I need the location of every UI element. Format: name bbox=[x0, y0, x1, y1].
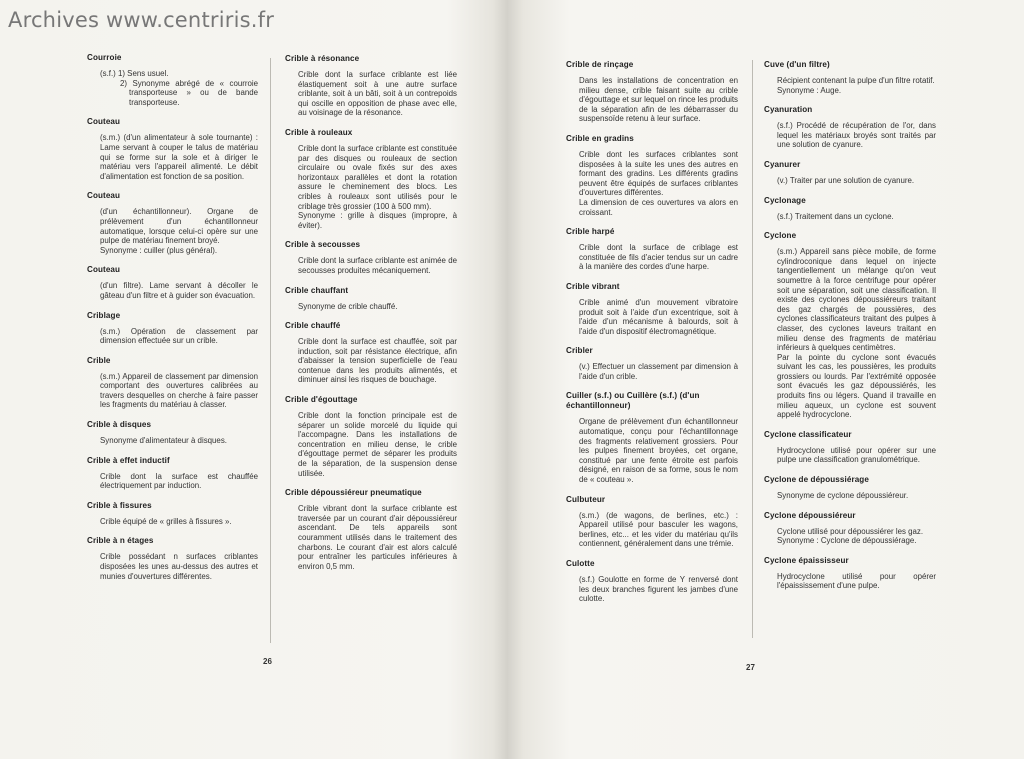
entry-definition bbox=[777, 176, 936, 186]
entry-term: Crible à fissures bbox=[87, 500, 152, 510]
definition-line: Crible dont la surface est chauffée, soit par induction, soit par résistance électrique, afin d'abaisser la tension superficielle de l'eau contenue dans les produits alimentés, et diminuer ainsi les risques de bouchage. bbox=[298, 337, 457, 385]
column-2 bbox=[285, 54, 457, 581]
definition-line: Synonyme de cyclone dépoussiéreur. bbox=[777, 491, 909, 501]
definition-line: Synonyme : Auge. bbox=[777, 85, 842, 95]
glossary-entry bbox=[87, 456, 258, 491]
entry-definition bbox=[777, 491, 936, 501]
page-number-right: 27 bbox=[746, 663, 755, 672]
definition-line: (s.f.) Procédé de récupération de l'or, dans lequel les matériaux broyés sont traités par une solution de cyanure. bbox=[777, 121, 936, 150]
entry-term: Couteau bbox=[87, 117, 121, 127]
definition-line: Par la pointe du cyclone sont évacués suivant les cas, les poussières, les produits grossiers ou lourds. Par l'extrémité opposée sont évacués les gaz dépoussiérés, les produits fins ou légers. Quand il travaille en milieu aqueux, un cyclone est souvent appelé hydrocyclone. bbox=[777, 352, 936, 420]
glossary-entry bbox=[87, 501, 258, 527]
entry-term: Crible chauffé bbox=[285, 321, 341, 331]
definition-line: Hydrocyclone utilisé pour opérer sur une pulpe une classification granulométrique. bbox=[777, 445, 936, 465]
definition-line: Synonyme : cuiller (plus général). bbox=[100, 245, 218, 255]
definition-line: Récipient contenant la pulpe d'un filtre rotatif. bbox=[777, 76, 935, 85]
entry-term: Cyclone épaississeur bbox=[764, 555, 849, 565]
entry-term: Crible à secousses bbox=[285, 240, 361, 250]
entry-term: Criblage bbox=[87, 310, 121, 320]
definition-line: (s.m.) (de wagons, de berlines, etc.) : Appareil utilisé pour basculer les wagons, berlines, etc... et les vider du matériau qu'ils contiennent, généralement dans une trémie. bbox=[579, 510, 738, 549]
definition-line: La dimension de ces ouvertures va alors en croissant. bbox=[579, 197, 738, 217]
entry-term: Cyclone classificateur bbox=[764, 429, 852, 439]
entry-term: Crible vibrant bbox=[566, 281, 620, 291]
glossary-entry bbox=[566, 346, 738, 381]
glossary-entry bbox=[285, 128, 457, 230]
glossary-entry bbox=[566, 391, 738, 484]
entry-definition bbox=[100, 207, 258, 255]
entry-term: Crible dépoussiéreur pneumatique bbox=[285, 488, 422, 498]
entry-term: Crible à rouleaux bbox=[285, 127, 353, 137]
definition-line: (s.m.) Appareil de classement par dimension comportant des ouvertures calibrées au travers desquelles on cherche à faire passer les fragments du matériau à classer. bbox=[100, 371, 258, 410]
entry-definition bbox=[777, 527, 936, 546]
definition-line: Synonyme : Cyclone de dépoussiérage. bbox=[777, 536, 917, 546]
entry-definition bbox=[579, 76, 738, 124]
glossary-entry bbox=[285, 395, 457, 478]
definition-line: Synonyme d'alimentateur à disques. bbox=[100, 436, 227, 446]
entry-definition bbox=[298, 144, 457, 230]
watermark: Archives www.centriris.fr bbox=[8, 8, 275, 32]
entry-definition bbox=[777, 121, 936, 150]
definition-line: (s.f.) 1) Sens usuel. bbox=[100, 69, 169, 78]
definition-line: Cyclone utilisé pour dépoussiérer les gaz. bbox=[777, 526, 924, 536]
entry-definition bbox=[579, 243, 738, 272]
glossary-entry bbox=[764, 430, 936, 465]
entry-definition bbox=[298, 411, 457, 478]
entry-definition bbox=[777, 572, 936, 591]
glossary-entry bbox=[87, 536, 258, 581]
entry-term: Crible en gradins bbox=[566, 133, 634, 143]
entry-definition bbox=[777, 212, 936, 222]
definition-line: (d'un filtre). Lame servant à décoller le gâteau d'un filtre et à guider son évacuation. bbox=[100, 281, 258, 300]
glossary-entry bbox=[566, 559, 738, 604]
column-rule-right bbox=[752, 60, 753, 638]
definition-line: (s.f.) Goulotte en forme de Y renversé dont les deux branches figurent les jambes d'une culotte. bbox=[579, 575, 738, 604]
glossary-entry bbox=[87, 311, 258, 346]
entry-term: Cribler bbox=[566, 346, 593, 356]
entry-definition bbox=[100, 552, 258, 581]
entry-definition bbox=[777, 76, 936, 95]
definition-line: (v.) Effectuer un classement par dimension à l'aide d'un crible. bbox=[579, 362, 738, 381]
glossary-entry bbox=[764, 105, 936, 150]
definition-line: (s.m.) Appareil sans pièce mobile, de forme cylindroconique dans lequel on injecte tangentiellement un mélange qu'on veut soumettre à la force centrifuge pour opérer soit une séparation, soit une classification. Il existe des cyclones dépoussiéreurs traitant des gaz chargés de poussières, des cyclones classificateurs traitant des pulpes à classer, des cyclones laveurs traitant en milieu dense des fragments de matériau inférieurs à quelques centimètres. bbox=[777, 247, 936, 353]
entry-definition bbox=[100, 517, 258, 527]
entry-definition bbox=[777, 247, 936, 420]
glossary-entry bbox=[764, 231, 936, 420]
glossary-entry bbox=[285, 321, 457, 385]
entry-term: Cuiller (s.f.) ou Cuillère (s.f.) (d'un échantillonneur) bbox=[566, 391, 700, 411]
entry-term: Cuve (d'un filtre) bbox=[764, 60, 830, 69]
glossary-entry bbox=[87, 191, 258, 255]
glossary-entry bbox=[566, 227, 738, 272]
definition-line: Crible dont la fonction principale est de séparer un solide morcelé du liquide qui l'accompagne. Dans les installations de concentration en milieu dense, le crible d'égouttage permet de séparer les produits de la séparation, de la suspension dense utilisée. bbox=[298, 411, 457, 478]
entry-definition bbox=[100, 472, 258, 491]
entry-term: Crible harpé bbox=[566, 227, 615, 237]
glossary-entry bbox=[764, 196, 936, 222]
entry-term: Crible à résonance bbox=[285, 54, 360, 63]
entry-term: Cyclonage bbox=[764, 195, 806, 205]
definition-line: Crible dont les surfaces criblantes sont disposées à la suite les unes des autres en formant des gradins. Les différents gradins peuvent être équipés de surfaces criblantes d'ouvertures différentes. bbox=[579, 149, 738, 198]
glossary-entry bbox=[764, 556, 936, 591]
entry-term: Crible de rinçage bbox=[566, 60, 634, 69]
entry-term: Couteau bbox=[87, 265, 121, 275]
entry-definition bbox=[579, 150, 738, 217]
entry-definition bbox=[100, 327, 258, 346]
entry-term: Crible à effet inductif bbox=[87, 455, 170, 465]
column-4 bbox=[764, 60, 936, 601]
glossary-entry bbox=[566, 495, 738, 549]
entry-term: Cyclone dépoussiéreur bbox=[764, 510, 856, 520]
glossary-entry bbox=[285, 54, 457, 118]
definition-line: (v.) Traiter par une solution de cyanure. bbox=[777, 175, 915, 185]
entry-term: Cyanurer bbox=[764, 159, 801, 169]
entry-term: Crible d'égouttage bbox=[285, 395, 358, 405]
column-1 bbox=[87, 53, 258, 591]
definition-line: Organe de prélèvement d'un échantillonneur automatique, conçu pour l'échantillonnage des fragments relativement grossiers. Pour les pulpes finement broyées, cet organe, constitué par une fente étroite est parfois désigné, en raison de sa forme, sous le nom de « couteau ». bbox=[579, 417, 738, 485]
entry-definition bbox=[100, 281, 258, 300]
glossary-entry bbox=[566, 60, 738, 124]
definition-line: Crible dont la surface criblante est constituée par des disques ou rouleaux de section circulaire ou ovale fixés sur des axes horizontaux parallèles et dont la rotation assure le cheminement des blocs. Les cribles à rouleaux sont utilisés pour le criblage très grossier (100 à 500 mm). bbox=[298, 143, 457, 211]
definition-line: Crible animé d'un mouvement vibratoire produit soit à l'aide d'un excentrique, soit à l'aide d'un mécanisme à balourds, soit à l'aide d'un dispositif électromagnétique. bbox=[579, 297, 738, 336]
entry-term: Crible à n étages bbox=[87, 536, 154, 546]
entry-term: Culotte bbox=[566, 559, 595, 568]
column-3 bbox=[566, 60, 738, 614]
entry-definition bbox=[100, 133, 258, 181]
entry-definition bbox=[100, 372, 258, 410]
glossary-entry bbox=[764, 511, 936, 546]
definition-line: Crible vibrant dont la surface criblante est traversée par un courant d'air dépoussiéreur ascendant. De tels appareils sont couramment utilisés dans le traitement des charbons. Le courant d'air est alors calculé pour entraîner les particules inférieures à environ 0,5 mm. bbox=[298, 504, 457, 571]
glossary-entry bbox=[566, 134, 738, 217]
entry-term: Courroie bbox=[87, 53, 122, 62]
entry-definition bbox=[579, 298, 738, 336]
glossary-entry bbox=[566, 282, 738, 336]
entry-term: Cyclone bbox=[764, 231, 797, 241]
entry-definition bbox=[298, 504, 457, 571]
definition-line: (s.f.) Traitement dans un cyclone. bbox=[777, 211, 894, 221]
entry-definition bbox=[579, 417, 738, 484]
definition-line: Dans les installations de concentration en milieu dense, crible faisant suite au crible d'égouttage et sur lequel on rince les produits de la séparation afin de les débarrasser du suspensoïde retenu à leur surface. bbox=[579, 76, 738, 124]
glossary-entry bbox=[87, 53, 258, 107]
entry-term: Cyclone de dépoussiérage bbox=[764, 475, 869, 485]
definition-line: Crible dont la surface criblante est animée de secousses produites mécaniquement. bbox=[298, 256, 457, 275]
entry-term: Culbuteur bbox=[566, 494, 606, 504]
glossary-entry bbox=[87, 420, 258, 446]
page-number-left: 26 bbox=[263, 657, 272, 666]
definition-line: Synonyme : grille à disques (impropre, à éviter). bbox=[298, 211, 457, 230]
definition-line: (s.m.) Opération de classement par dimension effectuée sur un crible. bbox=[100, 326, 258, 346]
definition-line: Crible dont la surface criblante est liée élastiquement soit à une autre surface criblante, soit à un bâti, soit à un contrepoids qui oscille en opposition de phase avec elle, au voisinage de la résonance. bbox=[298, 70, 457, 118]
glossary-entry bbox=[285, 240, 457, 275]
entry-term: Crible à disques bbox=[87, 420, 152, 430]
definition-line: Crible dont la surface est chauffée électriquement par induction. bbox=[100, 471, 258, 491]
definition-line: Synonyme de crible chauffé. bbox=[298, 301, 398, 311]
entry-definition bbox=[579, 511, 738, 549]
glossary-entry bbox=[87, 356, 258, 410]
entry-definition bbox=[777, 446, 936, 465]
entry-definition bbox=[579, 575, 738, 604]
entry-definition bbox=[298, 70, 457, 118]
glossary-entry bbox=[764, 475, 936, 501]
entry-definition bbox=[579, 362, 738, 381]
entry-definition bbox=[298, 337, 457, 385]
definition-line: Crible possédant n surfaces criblantes disposées les unes au-dessus des autres et munies d'ouvertures différentes. bbox=[100, 552, 258, 581]
column-rule-left bbox=[270, 58, 271, 643]
definition-line: Crible dont la surface de criblage est constituée de fils d'acier tendus sur un cadre à la manière des cordes d'une harpe. bbox=[579, 243, 738, 272]
entry-definition bbox=[298, 302, 457, 312]
entry-definition bbox=[100, 436, 258, 446]
glossary-entry bbox=[285, 286, 457, 312]
entry-term: Cyanuration bbox=[764, 105, 813, 115]
definition-line: (s.m.) (d'un alimentateur à sole tournante) : Lame servant à couper le talus de matériau qui se forme sur la sole et à diriger le matériau vers l'appareil alimenté. Le débit d'alimentation est fonction de sa position. bbox=[100, 133, 258, 181]
glossary-entry bbox=[87, 117, 258, 181]
entry-definition bbox=[298, 256, 457, 275]
definition-line: 2) Synonyme abrégé de « courroie transporteuse » ou de bande transporteuse. bbox=[120, 78, 258, 107]
entry-term: Crible chauffant bbox=[285, 285, 349, 295]
glossary-entry bbox=[285, 488, 457, 571]
glossary-entry bbox=[87, 265, 258, 300]
glossary-entry bbox=[764, 60, 936, 95]
definition-line: Crible équipé de « grilles à fissures ». bbox=[100, 516, 232, 526]
glossary-entry bbox=[764, 160, 936, 186]
definition-line: Hydrocyclone utilisé pour opérer l'épaississement d'une pulpe. bbox=[777, 571, 936, 591]
definition-line: (d'un échantillonneur). Organe de prélèvement d'un échantillonneur automatique, lorsque celui-ci opère sur une pulpe de matériau finement broyé. bbox=[100, 207, 258, 246]
entry-term: Couteau bbox=[87, 191, 121, 201]
entry-definition bbox=[100, 69, 258, 107]
entry-term: Crible bbox=[87, 355, 111, 365]
